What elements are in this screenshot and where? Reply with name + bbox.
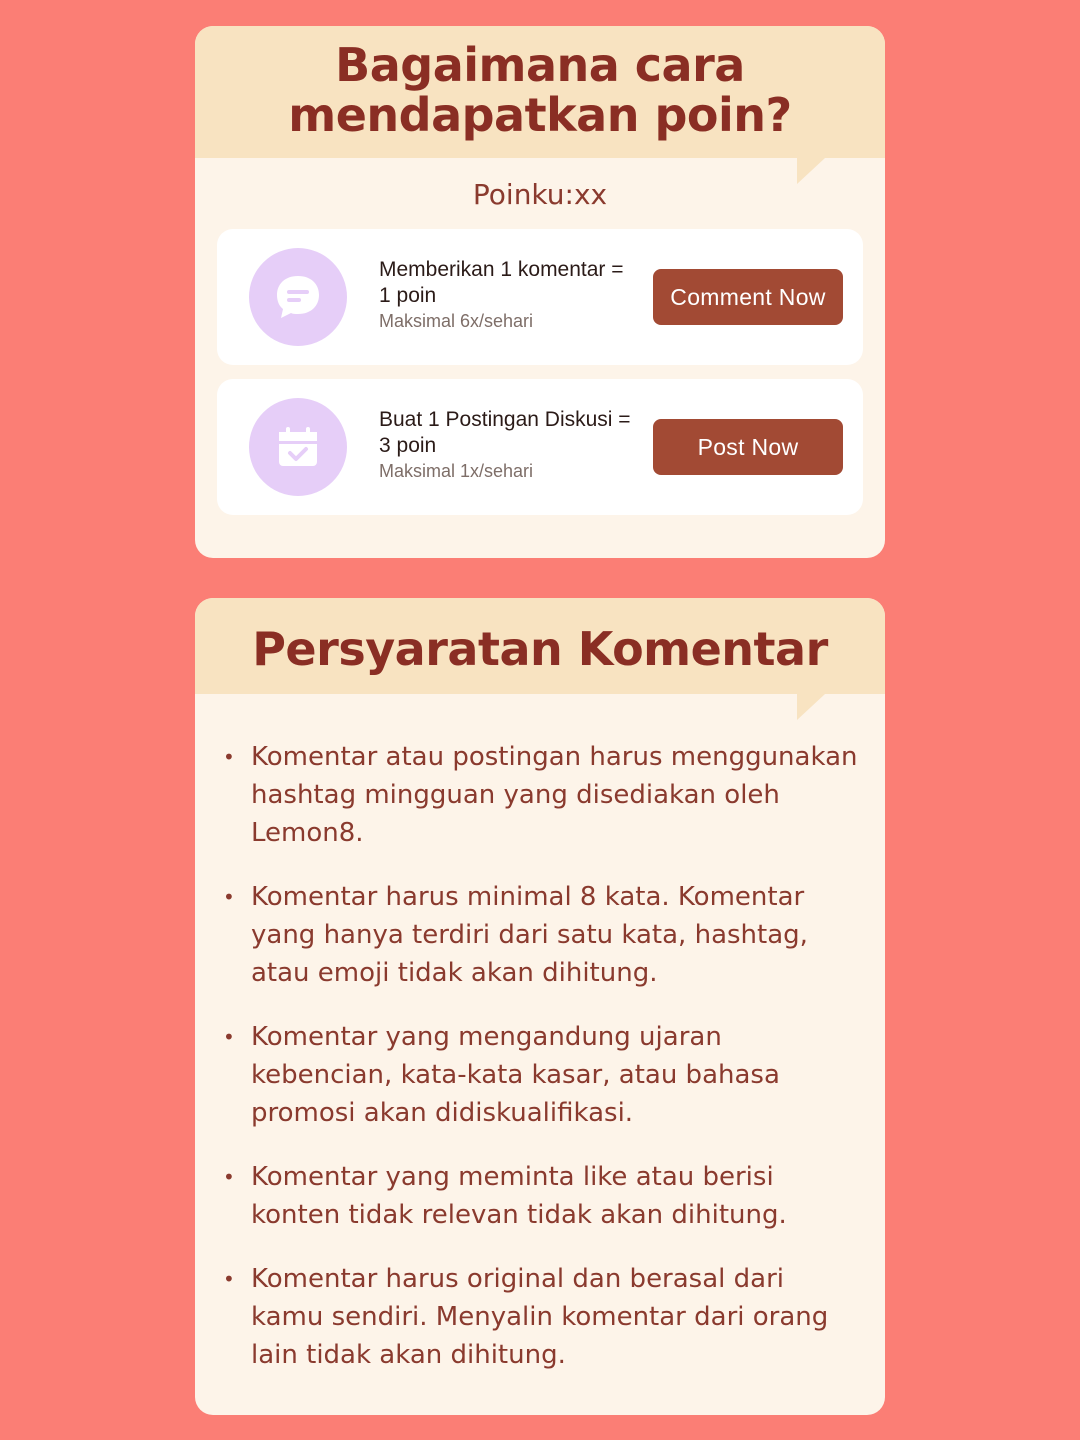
- comment-now-button[interactable]: Comment Now: [653, 269, 843, 325]
- list-item: [223, 1158, 863, 1234]
- list-item: [223, 1018, 863, 1132]
- rule-text: Komentar harus original dan berasal dari kamu sendiri. Menyalin komentar dari orang lain tidak akan dihitung.: [251, 1264, 829, 1370]
- task-comment: [217, 229, 863, 365]
- bullet: •: [223, 745, 235, 769]
- speech-tail: [797, 694, 825, 720]
- bullet: •: [223, 1267, 235, 1291]
- task-post: [217, 379, 863, 515]
- speech-tail: [797, 158, 825, 184]
- list-item: [223, 738, 863, 852]
- points-card: [195, 26, 885, 558]
- rule-text: Komentar yang meminta like atau berisi konten tidak relevan tidak akan dihitung.: [251, 1162, 787, 1230]
- requirements-card-header: [195, 598, 885, 694]
- points-card-header: [195, 26, 885, 158]
- chat-bubble-icon: [249, 248, 347, 346]
- my-points-label: Poinku:xx: [472, 178, 608, 211]
- bullet: •: [223, 1025, 235, 1049]
- rule-text: Komentar harus minimal 8 kata. Komentar yang hanya terdiri dari satu kata, hashtag, atau emoji tidak akan dihitung.: [251, 882, 808, 988]
- bullet: •: [223, 885, 235, 909]
- points-card-title: Bagaimana cara mendapatkan poin?: [288, 38, 792, 142]
- calendar-check-icon: [249, 398, 347, 496]
- requirements-card-title: Persyaratan Komentar: [252, 622, 828, 676]
- task-comment-limit: Maksimal 6x/sehari: [379, 311, 534, 331]
- post-now-button[interactable]: Post Now: [653, 419, 843, 475]
- task-post-title: Buat 1 Postingan Diskusi = 3 poin: [379, 408, 631, 457]
- list-item: [223, 878, 863, 992]
- requirements-list: [223, 738, 863, 1400]
- task-comment-title: Memberikan 1 komentar = 1 poin: [379, 258, 624, 307]
- rule-text: Komentar atau postingan harus menggunakan hashtag mingguan yang disediakan oleh Lemon8.: [251, 742, 858, 848]
- task-post-limit: Maksimal 1x/sehari: [379, 461, 534, 481]
- bullet: •: [223, 1165, 235, 1189]
- list-item: [223, 1260, 863, 1374]
- requirements-card: [195, 598, 885, 1415]
- rule-text: Komentar yang mengandung ujaran kebencian, kata-kata kasar, atau bahasa promosi akan didiskualifikasi.: [251, 1022, 780, 1128]
